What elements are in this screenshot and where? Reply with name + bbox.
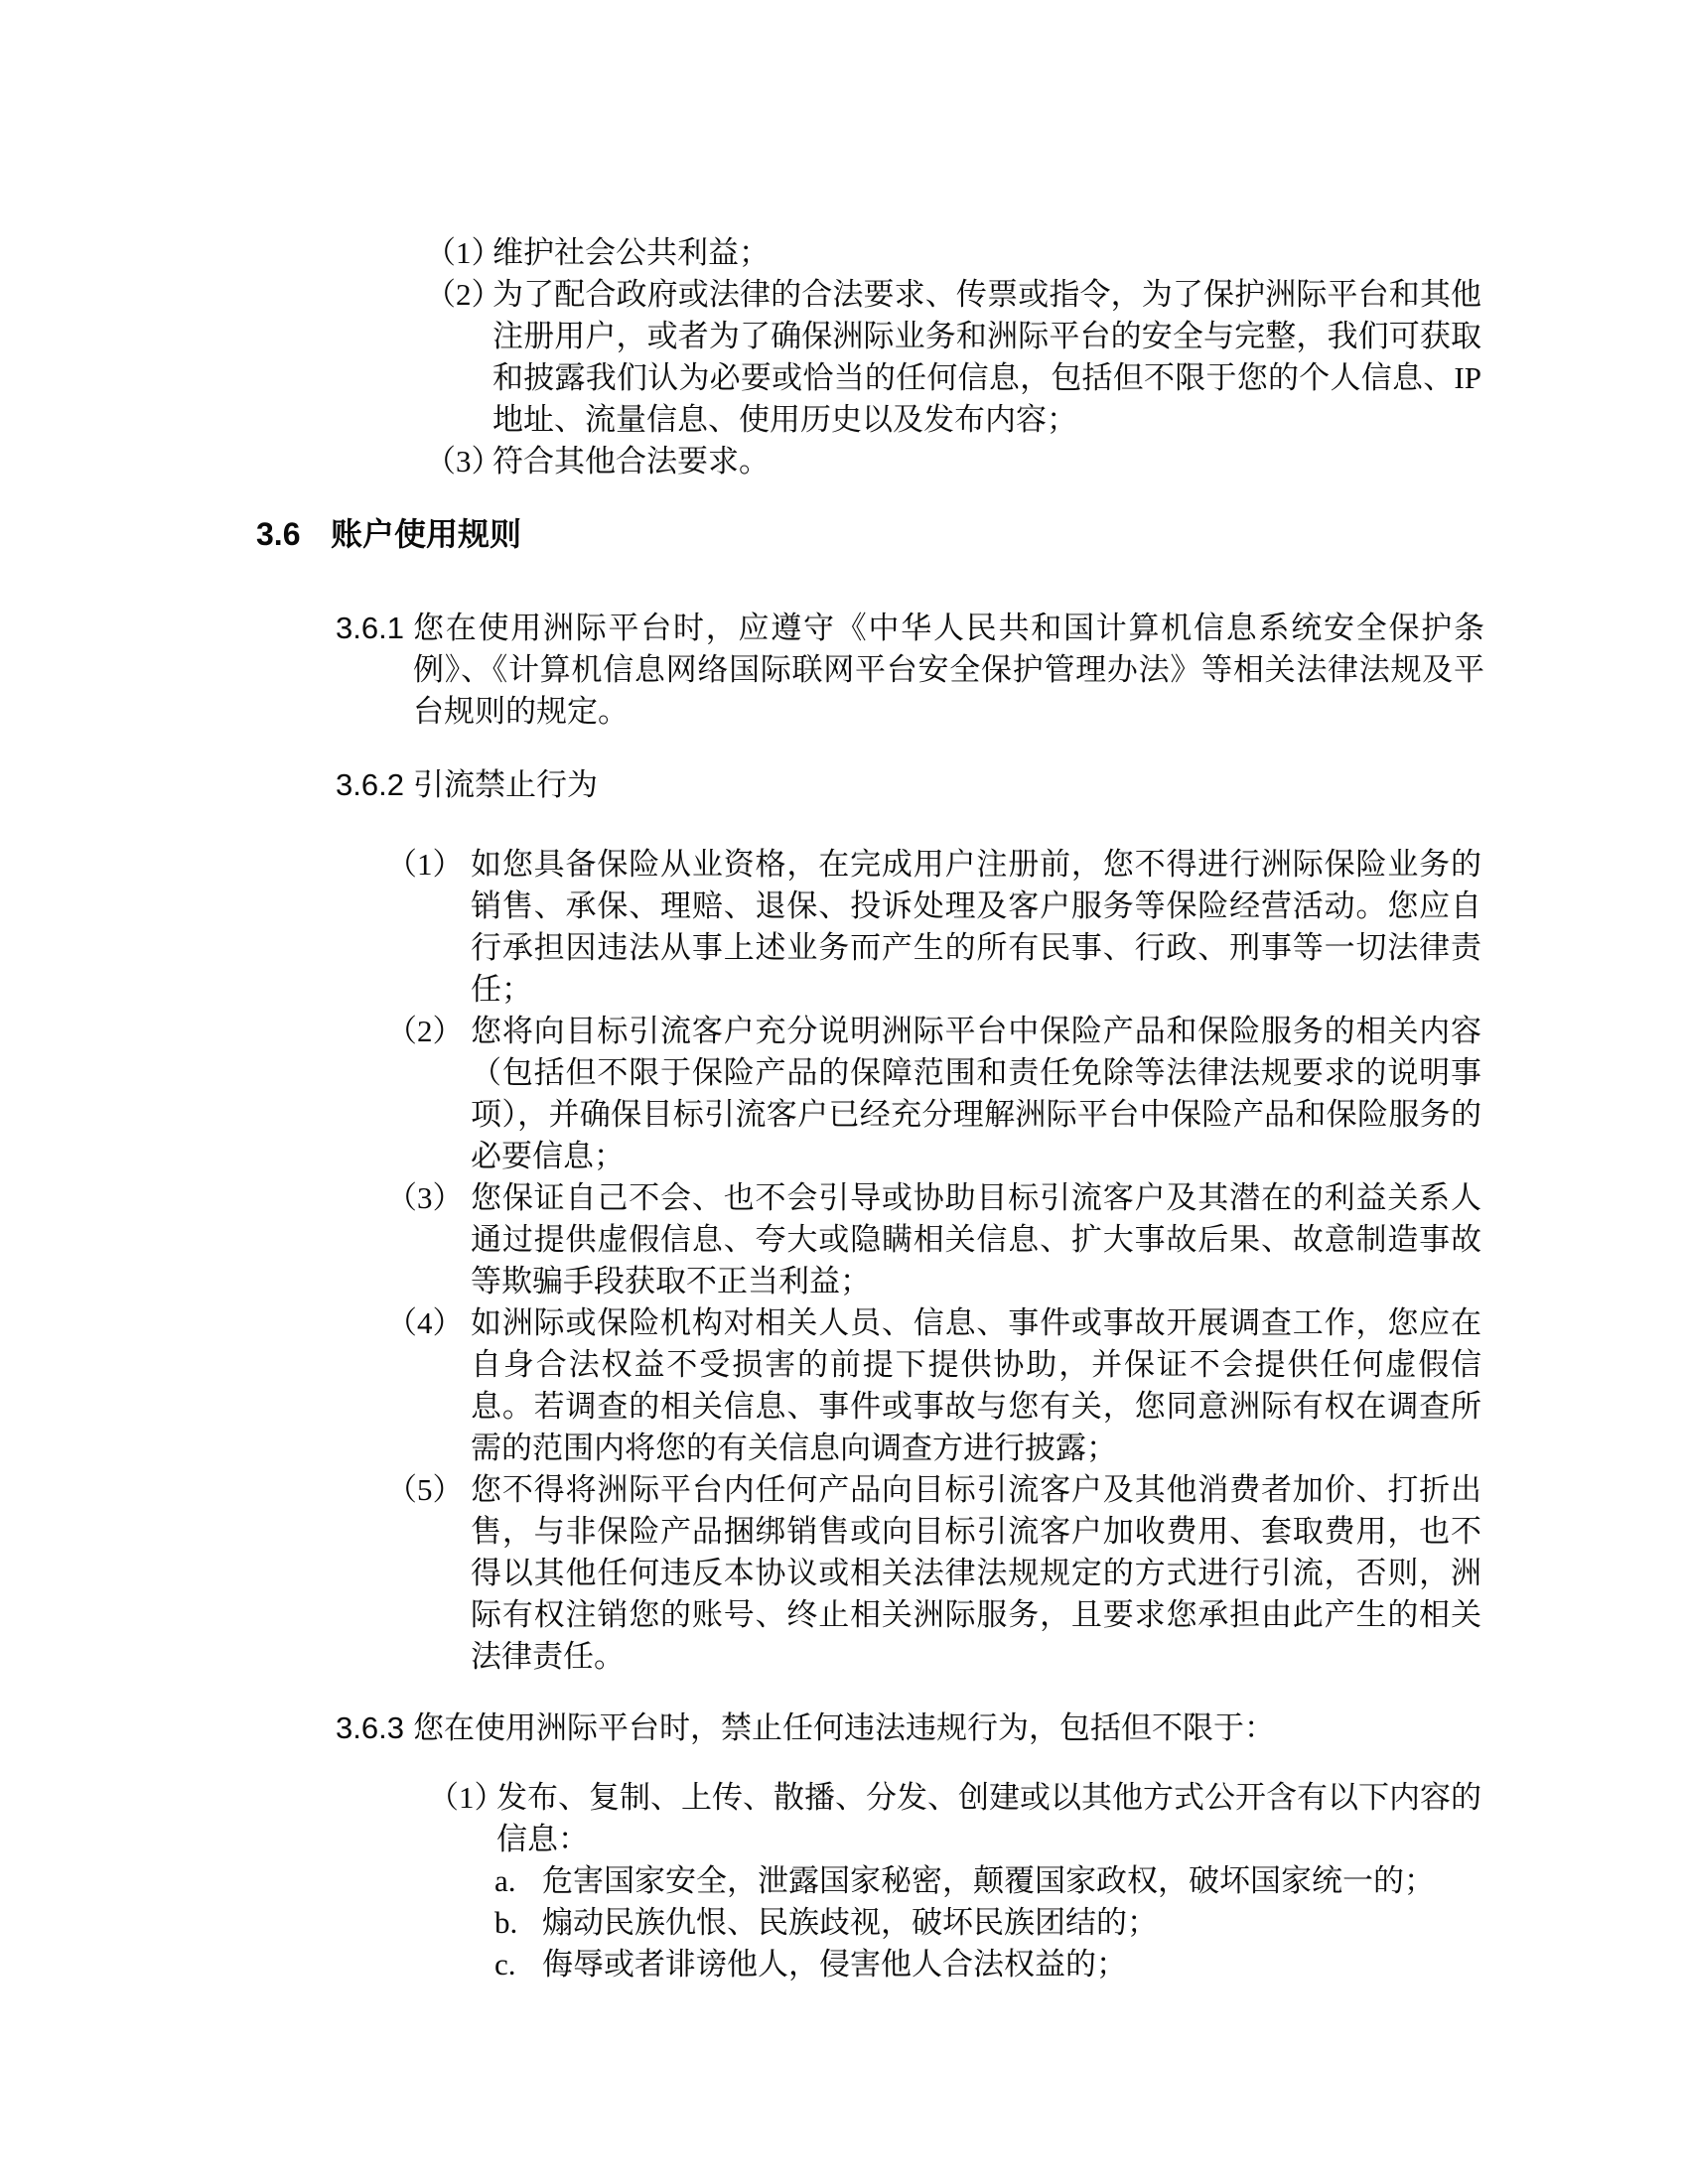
- illegal-content-list: [428, 1777, 1481, 1985]
- list-text: 为了配合政府或法律的合法要求、传票或指令，为了保护洲际平台和其他注册用户，或者为了确保洲际业务和洲际平台的安全与完整，我们可获取和披露我们认为必要或恰当的任何信息，包括但不限于您的个人信息、IP 地址、流量信息、使用历史以及发布内容；: [492, 277, 1481, 437]
- sublist-item-b: [494, 1902, 1481, 1944]
- prohibited-actions-list: [386, 844, 1481, 1678]
- clause-number: 3.6.3: [336, 1710, 404, 1745]
- list-item-3: [386, 1177, 1481, 1302]
- sublist-text: 煽动民族仇恨、民族歧视，破坏民族团结的；: [542, 1905, 1158, 1940]
- section-heading: [256, 512, 1484, 556]
- list-text: 如洲际或保险机构对相关人员、信息、事件或事故开展调查工作，您应在自身合法权益不受损害的前提下提供协助，并保证不会提供任何虚假信息。若调查的相关信息、事件或事故与您有关，您同意洲际有权在调查所需的范围内将您的有关信息向调查方进行披露；: [471, 1305, 1481, 1465]
- list-text: 发布、复制、上传、散播、分发、创建或以其他方式公开含有以下内容的信息：: [496, 1780, 1481, 1856]
- sublist-marker: c.: [494, 1947, 516, 1981]
- sublist-text: 侮辱或者诽谤他人，侵害他人合法权益的；: [542, 1947, 1127, 1981]
- clause-title: 引流禁止行为: [413, 767, 598, 802]
- list-marker: （3）: [425, 444, 502, 478]
- list-marker: （1）: [425, 235, 502, 270]
- sublist-marker: a.: [494, 1863, 516, 1898]
- clause-3-6-2: [336, 764, 1484, 806]
- list-item-1: [386, 844, 1481, 1011]
- clause-text: 您在使用洲际平台时，应遵守《中华人民共和国计算机信息系统安全保护条例》、《计算机信息网络国际联网平台安全保护管理办法》等相关法律法规及平台规则的规定。: [413, 611, 1484, 729]
- list-marker: （3）: [386, 1180, 464, 1215]
- intro-list-item-1: [425, 232, 1481, 274]
- sublist: [494, 1860, 1481, 1985]
- list-text: 如您具备保险从业资格，在完成用户注册前，您不得进行洲际保险业务的销售、承保、理赔、退保、投诉处理及客户服务等保险经营活动。您应自行承担因违法从事上述业务而产生的所有民事、行政、刑事等一切法律责任；: [471, 847, 1481, 1007]
- list-item-5: [386, 1469, 1481, 1678]
- list-text: 您保证自己不会、也不会引导或协助目标引流客户及其潜在的利益关系人通过提供虚假信息、夸大或隐瞒相关信息、扩大事故后果、故意制造事故等欺骗手段获取不正当利益；: [471, 1180, 1481, 1298]
- clause-text: 您在使用洲际平台时，禁止任何违法违规行为，包括但不限于：: [413, 1710, 1275, 1745]
- list-item-2: [386, 1011, 1481, 1177]
- list-marker: （5）: [386, 1472, 464, 1507]
- sublist-text: 危害国家安全，泄露国家秘密，颠覆国家政权，破坏国家统一的；: [542, 1863, 1435, 1898]
- clause-3-6-3: [336, 1707, 1484, 1749]
- list-item-4: [386, 1302, 1481, 1469]
- section-number: 3.6: [256, 516, 301, 552]
- sublist-item-a: [494, 1860, 1481, 1902]
- list-marker: （2）: [425, 277, 502, 312]
- section-title: 账户使用规则: [331, 516, 522, 552]
- list-marker: （4）: [386, 1305, 464, 1340]
- list-marker: （2）: [386, 1014, 464, 1048]
- intro-list-item-2: [425, 274, 1481, 441]
- list-marker: （1）: [428, 1780, 505, 1815]
- sublist-item-c: [494, 1944, 1481, 1985]
- sublist-marker: b.: [494, 1905, 518, 1940]
- list-text: 维护社会公共利益；: [492, 235, 770, 270]
- list-marker: （1）: [386, 847, 464, 882]
- intro-list: [425, 232, 1481, 482]
- list-item-1: [428, 1777, 1481, 1860]
- clause-3-6-1: [336, 608, 1484, 733]
- list-text: 您不得将洲际平台内任何产品向目标引流客户及其他消费者加价、打折出售，与非保险产品捆绑销售或向目标引流客户加收费用、套取费用，也不得以其他任何违反本协议或相关法律法规规定的方式进行引流，否则，洲际有权注销您的账号、终止相关洲际服务，且要求您承担由此产生的相关法律责任。: [471, 1472, 1481, 1674]
- clause-number: 3.6.1: [336, 611, 404, 645]
- intro-list-item-3: [425, 441, 1481, 482]
- list-text: 您将向目标引流客户充分说明洲际平台中保险产品和保险服务的相关内容（包括但不限于保险产品的保障范围和责任免除等法律法规要求的说明事项），并确保目标引流客户已经充分理解洲际平台中保险产品和保险服务的必要信息；: [471, 1014, 1481, 1173]
- list-text: 符合其他合法要求。: [492, 444, 770, 478]
- clause-number: 3.6.2: [336, 767, 404, 802]
